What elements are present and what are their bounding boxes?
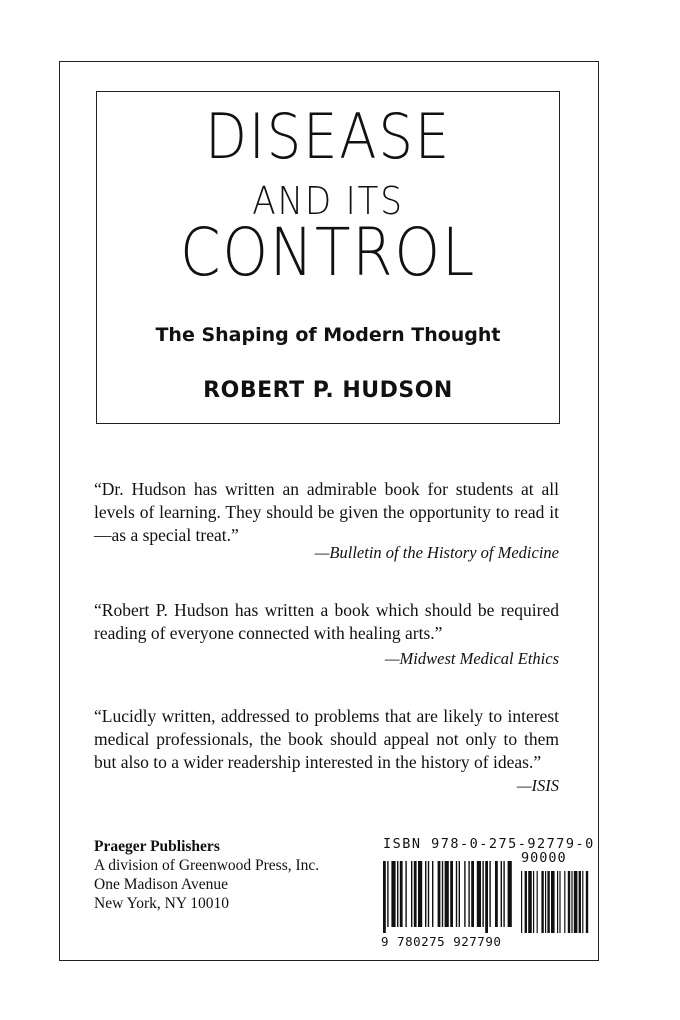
review-source-1: —Bulletin of the History of Medicine	[314, 543, 559, 562]
publisher-block	[94, 837, 319, 913]
review-quote-1: “Dr. Hudson has written an admirable book for students at all levels of learning. They should be given the opportunity to read it—as a special treat.”	[94, 479, 559, 545]
publisher-line-1: A division of Greenwood Press, Inc.	[94, 857, 320, 874]
publisher-line-3: New York, NY 10010	[94, 895, 230, 912]
publisher-line-2: One Madison Avenue	[94, 876, 229, 893]
barcode-icon	[381, 861, 589, 933]
review-quote-3: “Lucidly written, addressed to problems that are likely to interest medical professionals, the book should appeal not only to them but also to a wider readership interested in the history of ideas.”	[94, 706, 559, 772]
review-source-3: —ISIS	[516, 776, 559, 795]
title-line-3: CONTROL	[180, 214, 476, 291]
title-panel	[96, 91, 560, 424]
price-code: 90000	[521, 850, 567, 866]
subtitle: The Shaping of Modern Thought	[155, 324, 501, 346]
title-line-2: AND ITS	[252, 179, 404, 223]
author-name: ROBERT P. HUDSON	[203, 378, 453, 403]
barcode-digits: 9 780275 927790	[381, 934, 502, 949]
review-source-2: —Midwest Medical Ethics	[384, 649, 559, 668]
title-line-1: DISEASE	[205, 100, 451, 173]
publisher-name: Praeger Publishers	[94, 838, 220, 855]
isbn-label: ISBN 978-0-275-92779-0	[383, 836, 595, 852]
review-quote-2: “Robert P. Hudson has written a book which should be required reading of everyone connected with healing arts.”	[94, 600, 559, 643]
